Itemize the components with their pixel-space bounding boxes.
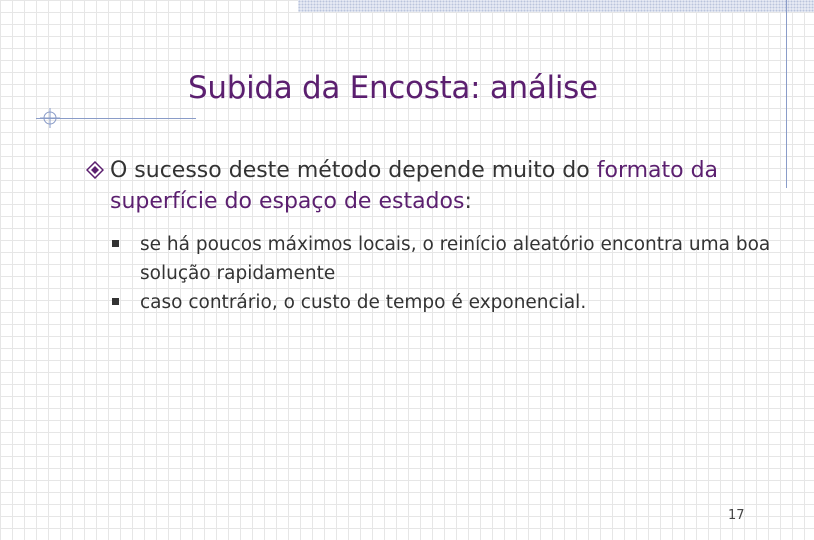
slide-title: Subida da Encosta: análise bbox=[188, 70, 598, 106]
diamond-bullet-icon bbox=[86, 161, 104, 179]
top-decorative-band bbox=[298, 0, 814, 12]
main-bullet-text-start: O sucesso deste método depende muito do bbox=[110, 158, 597, 183]
sub-bullet-item bbox=[112, 230, 772, 288]
sub-bullet-item bbox=[112, 288, 772, 317]
square-bullet-icon bbox=[112, 298, 119, 305]
sub-bullet-text: caso contrário, o custo de tempo é exponencial. bbox=[140, 292, 587, 313]
decorative-title-line bbox=[36, 118, 196, 119]
main-bullet-text-end: : bbox=[464, 189, 472, 214]
decorative-vertical-line bbox=[786, 0, 787, 188]
main-bullet-text bbox=[86, 155, 756, 217]
main-bullet-highlight: formato da superfície do espaço de estados bbox=[110, 158, 719, 214]
crosshair-icon bbox=[40, 108, 60, 128]
square-bullet-icon bbox=[112, 240, 119, 247]
sub-bullet-text: se há poucos máximos locais, o reinício aleatório encontra uma boa solução rapidamente bbox=[140, 234, 771, 284]
main-bullet bbox=[86, 155, 756, 217]
page-number: 17 bbox=[728, 508, 745, 523]
sub-bullet-list bbox=[112, 230, 772, 317]
